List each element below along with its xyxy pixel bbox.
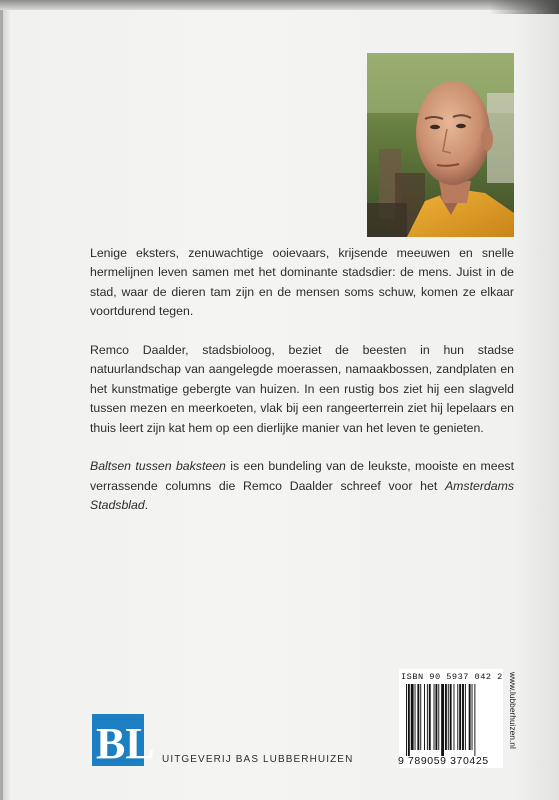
barcode-bar — [469, 684, 471, 750]
barcode-bar — [472, 684, 473, 750]
book-title: Baltsen tussen baksteen — [90, 459, 226, 474]
barcode-bar — [465, 684, 466, 750]
blurb-paragraph-2: Remco Daalder, stadsbioloog, beziet de beesten in hun stadse natuurlandschap van aangelegde moerassen, namaakbossen, zandplaten en het kunstmatige gebergte van huizen. In een rustig bos ziet hij een slagveld tussen mezen en meerkoeten, vlak bij een rangeerterrein ziet hij lepelaars en thuis leert zijn kat hem op een dierlijke manier van het leven te genieten. — [90, 343, 514, 435]
cover-top-edge — [0, 0, 559, 10]
publisher-logo — [92, 714, 155, 768]
barcode-bar — [438, 684, 439, 750]
blurb-paragraph-3 — [90, 457, 514, 515]
ean-number: 9 789059 370425 — [398, 755, 489, 767]
barcode-bar — [434, 684, 435, 750]
blurb-text — [90, 244, 514, 535]
barcode-bar — [435, 684, 437, 750]
barcode-bar — [441, 684, 444, 756]
barcode-bar — [417, 684, 419, 750]
logo-letters: BL — [96, 719, 155, 768]
publisher-name: UITGEVERIJ BAS LUBBERHUIZEN — [162, 754, 354, 765]
barcode-bar — [445, 684, 447, 750]
barcode-bar — [427, 684, 428, 750]
barcode-bar — [454, 684, 455, 750]
publisher-url: www.lubberhuizen.nl — [508, 672, 518, 749]
barcode-bar — [424, 684, 425, 750]
barcode-bar — [415, 684, 416, 750]
barcode-bar — [462, 684, 464, 750]
barcode-bar — [450, 684, 452, 750]
barcode-bar — [459, 684, 461, 750]
barcode-bar — [429, 684, 431, 750]
publication-name: Amsterdams Stadsblad — [90, 478, 514, 513]
blurb-paragraph-3-end: . — [144, 498, 149, 513]
barcode-bar — [411, 684, 414, 750]
author-photo — [367, 53, 514, 237]
cover-corner-shadow — [489, 0, 559, 14]
barcode — [400, 684, 504, 756]
blurb-paragraph-1: Lenige eksters, zenuwachtige ooievaars, krijsende meeuwen en snelle hermelijnen leven samen met het dominante stadsdier: de mens. Juist in de stad, waar de dieren tam zijn en de mensen soms schuw, komen ze elkaar voortdurend tegen. — [90, 246, 514, 319]
blurb-paragraph-3-text: is een bundeling van de leukste, mooiste en meest verrassende columns die Remco Daalder schreef voor het — [90, 459, 514, 493]
barcode-bar — [408, 684, 410, 756]
barcode-bar — [457, 684, 458, 750]
barcode-bar — [448, 684, 449, 750]
barcode-bar — [406, 684, 407, 756]
barcode-bar — [474, 684, 475, 756]
barcode-bar — [420, 684, 421, 750]
isbn-label: ISBN 90 5937 042 2 — [401, 672, 503, 682]
